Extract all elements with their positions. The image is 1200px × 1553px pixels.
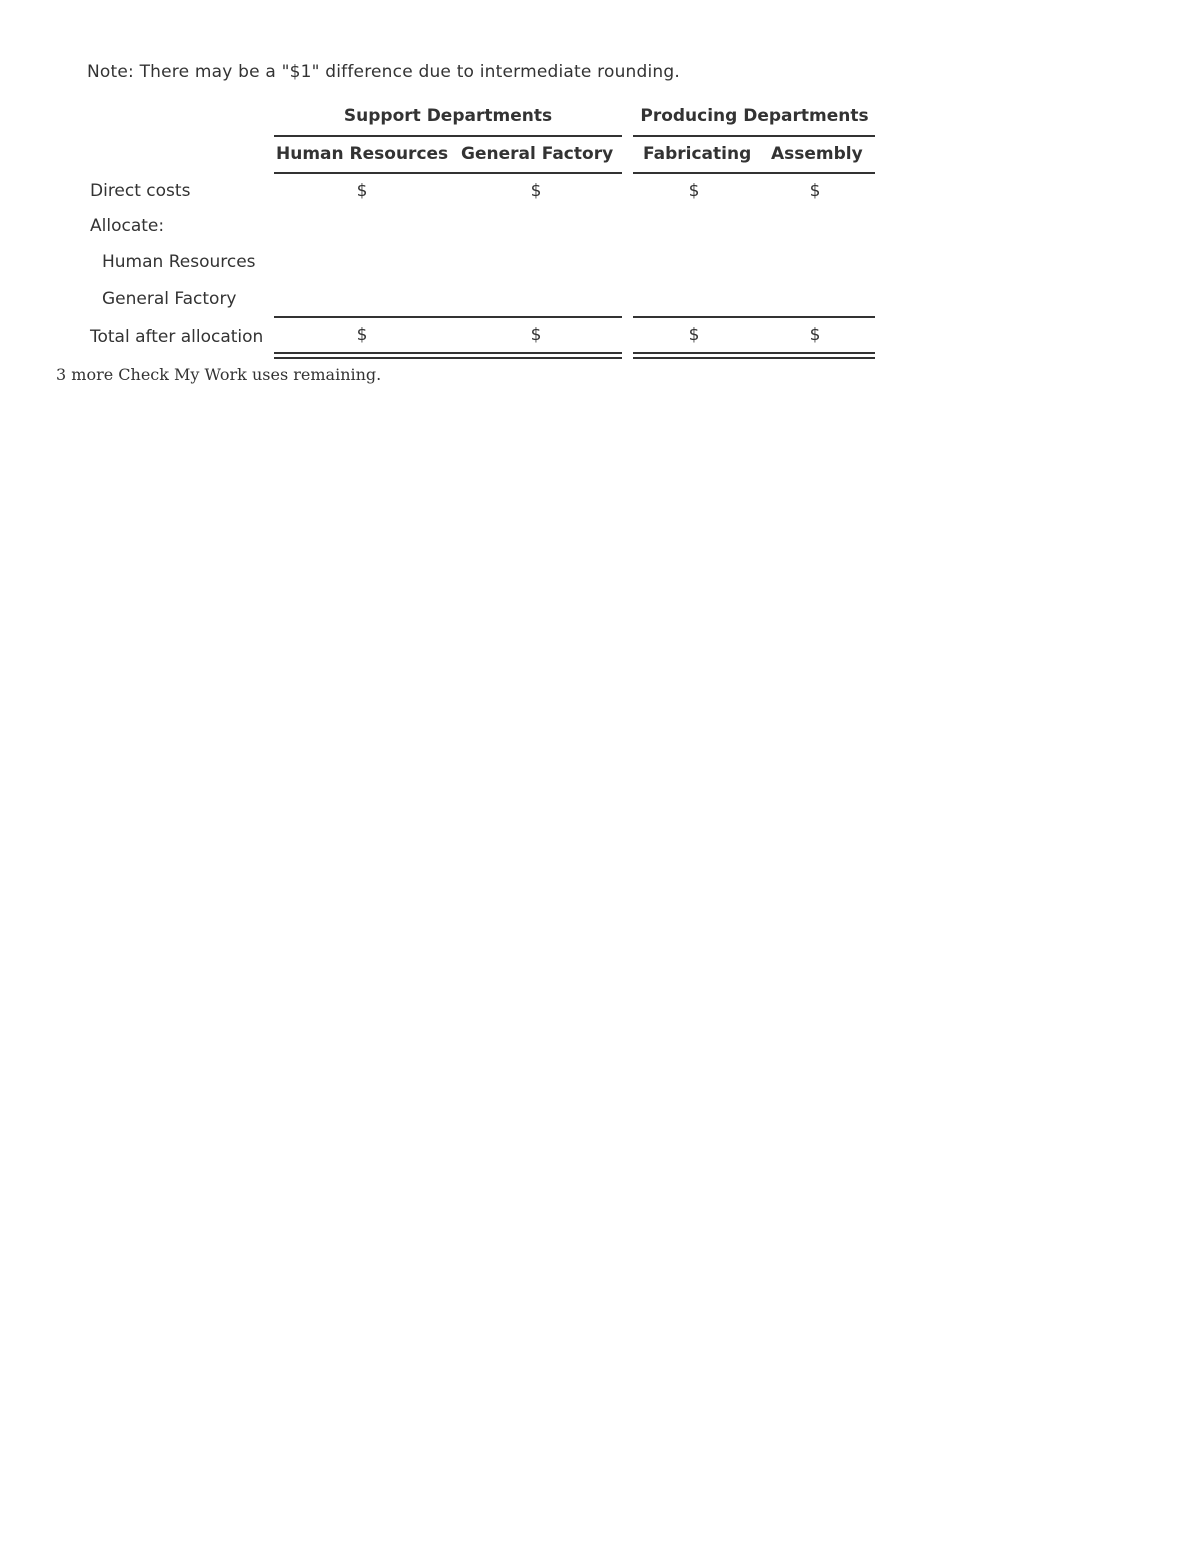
support-departments-header: Support Departments (343, 106, 553, 126)
total-asm-input[interactable] (825, 322, 877, 350)
total-hr-input[interactable] (372, 322, 526, 350)
col-header-human-resources: Human Resources (276, 144, 449, 164)
direct-costs-gf-dollar: $ (530, 181, 542, 201)
alloc-gf-fab-input[interactable] (640, 286, 762, 314)
col-header-general-factory: General Factory (461, 144, 614, 164)
total-gf-dollar: $ (530, 325, 542, 345)
total-fab-dollar: $ (688, 325, 700, 345)
direct-costs-fab-dollar: $ (688, 181, 700, 201)
alloc-gf-hr-input[interactable] (276, 286, 450, 314)
row-label-direct-costs: Direct costs (90, 181, 191, 201)
direct-costs-fab-input[interactable] (704, 178, 804, 206)
producing-total-double-rule (633, 352, 875, 359)
producing-subtotal-rule (633, 316, 875, 318)
alloc-hr-gf-input[interactable] (461, 249, 623, 277)
alloc-hr-hr-input[interactable] (276, 249, 450, 277)
alloc-gf-gf-input[interactable] (461, 286, 623, 314)
alloc-hr-fab-input[interactable] (640, 249, 762, 277)
total-asm-dollar: $ (809, 325, 821, 345)
direct-costs-hr-dollar: $ (356, 181, 368, 201)
check-my-work-remaining: 3 more Check My Work uses remaining. (56, 365, 382, 384)
producing-columns-rule (633, 172, 875, 174)
row-label-total-after-allocation: Total after allocation (90, 327, 264, 347)
support-subtotal-rule (274, 316, 622, 318)
support-columns-rule (274, 172, 622, 174)
direct-costs-gf-input[interactable] (546, 178, 624, 206)
support-group-rule (274, 135, 622, 137)
producing-departments-header: Producing Departments (640, 106, 869, 126)
support-total-double-rule (274, 352, 622, 359)
total-gf-input[interactable] (546, 322, 624, 350)
total-hr-dollar: $ (356, 325, 368, 345)
direct-costs-asm-input[interactable] (825, 178, 877, 206)
col-header-assembly: Assembly (771, 144, 863, 164)
col-header-fabricating: Fabricating (643, 144, 752, 164)
row-label-alloc-human-resources: Human Resources (102, 252, 256, 272)
producing-group-rule (633, 135, 875, 137)
alloc-gf-asm-input[interactable] (765, 286, 877, 314)
total-fab-input[interactable] (704, 322, 804, 350)
row-label-alloc-general-factory: General Factory (102, 289, 237, 309)
allocation-table (0, 0, 1200, 420)
rounding-note: Note: There may be a "$1" difference due to intermediate rounding. (87, 62, 681, 82)
direct-costs-hr-input[interactable] (372, 178, 526, 206)
alloc-hr-asm-input[interactable] (765, 249, 877, 277)
direct-costs-asm-dollar: $ (809, 181, 821, 201)
row-label-allocate: Allocate: (90, 216, 165, 236)
